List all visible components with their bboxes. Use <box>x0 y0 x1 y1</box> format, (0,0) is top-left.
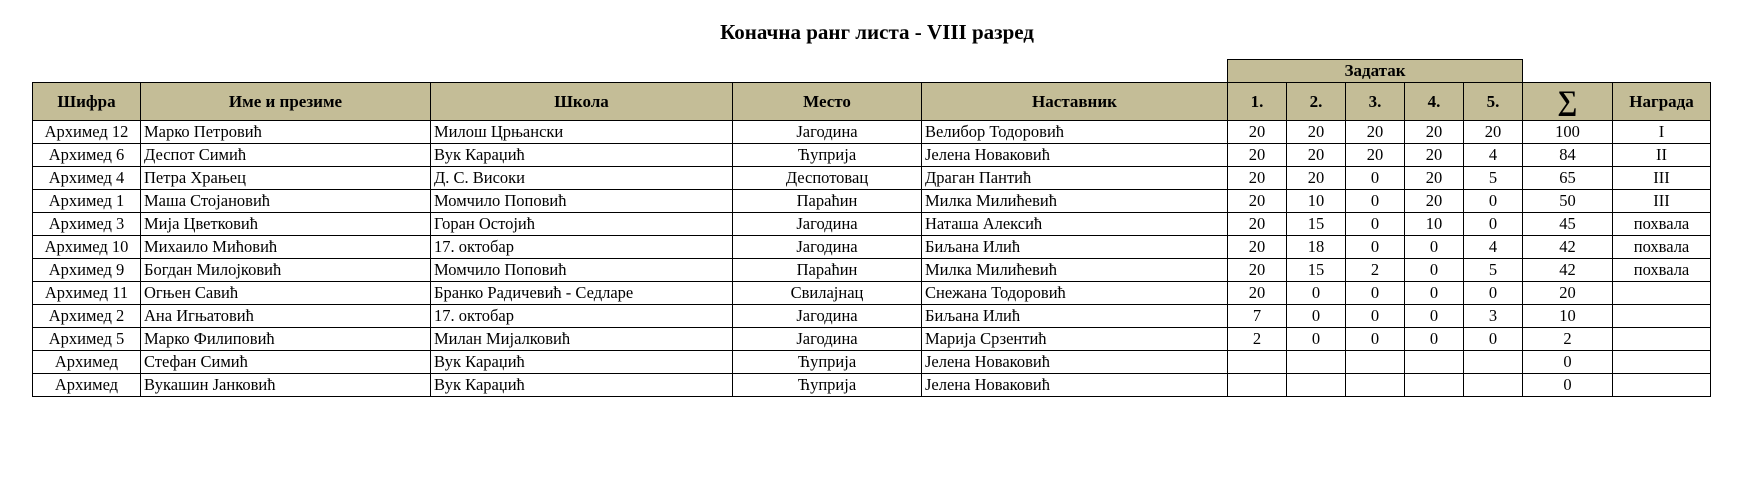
cell-mesto: Ћуприја <box>733 374 922 397</box>
cell-nastavnik: Марија Срзентић <box>922 328 1228 351</box>
task-group-header: Задатак <box>1228 60 1523 83</box>
cell-sifra: Архимед 12 <box>33 121 141 144</box>
cell-task-1: 7 <box>1228 305 1287 328</box>
cell-nagrada <box>1613 328 1711 351</box>
cell-sum: 42 <box>1523 236 1613 259</box>
cell-task-1: 20 <box>1228 213 1287 236</box>
cell-ime: Михаило Мићовић <box>141 236 431 259</box>
cell-nagrada: похвала <box>1613 236 1711 259</box>
cell-task-2: 20 <box>1287 121 1346 144</box>
header-skola: Школа <box>431 83 733 121</box>
cell-ime: Деспот Симић <box>141 144 431 167</box>
table-row <box>33 144 1711 167</box>
cell-task-4: 0 <box>1405 259 1464 282</box>
table-row <box>33 328 1711 351</box>
cell-task-2: 0 <box>1287 282 1346 305</box>
cell-nagrada: похвала <box>1613 213 1711 236</box>
cell-skola: Момчило Поповић <box>431 190 733 213</box>
cell-nastavnik: Драган Пантић <box>922 167 1228 190</box>
cell-sifra: Архимед 2 <box>33 305 141 328</box>
cell-sifra: Архимед <box>33 351 141 374</box>
table-body <box>33 121 1711 397</box>
cell-task-2: 0 <box>1287 305 1346 328</box>
cell-task-5: 0 <box>1464 213 1523 236</box>
cell-skola: Бранко Радичевић - Седларе <box>431 282 733 305</box>
cell-task-4 <box>1405 351 1464 374</box>
header-task-3: 3. <box>1346 83 1405 121</box>
cell-task-1: 20 <box>1228 259 1287 282</box>
cell-ime: Огњен Савић <box>141 282 431 305</box>
header-task-5: 5. <box>1464 83 1523 121</box>
cell-task-4: 0 <box>1405 236 1464 259</box>
cell-nagrada: I <box>1613 121 1711 144</box>
cell-sifra: Архимед 11 <box>33 282 141 305</box>
cell-sum: 100 <box>1523 121 1613 144</box>
cell-task-3 <box>1346 374 1405 397</box>
cell-ime: Стефан Симић <box>141 351 431 374</box>
header-nagrada: Награда <box>1613 83 1711 121</box>
cell-sum: 0 <box>1523 351 1613 374</box>
cell-task-5: 4 <box>1464 144 1523 167</box>
cell-task-2: 20 <box>1287 144 1346 167</box>
cell-nagrada <box>1613 351 1711 374</box>
cell-task-1: 2 <box>1228 328 1287 351</box>
cell-nagrada <box>1613 282 1711 305</box>
cell-task-4: 20 <box>1405 167 1464 190</box>
cell-task-1: 20 <box>1228 144 1287 167</box>
cell-skola: Вук Караџић <box>431 351 733 374</box>
ranking-table <box>32 59 1711 397</box>
cell-task-2: 0 <box>1287 328 1346 351</box>
cell-task-5: 0 <box>1464 282 1523 305</box>
cell-task-2: 20 <box>1287 167 1346 190</box>
cell-task-5: 3 <box>1464 305 1523 328</box>
cell-sifra: Архимед 10 <box>33 236 141 259</box>
cell-nastavnik: Јелена Новаковић <box>922 144 1228 167</box>
cell-task-5: 5 <box>1464 167 1523 190</box>
cell-nagrada <box>1613 374 1711 397</box>
cell-nastavnik: Снежана Тодоровић <box>922 282 1228 305</box>
cell-task-2: 18 <box>1287 236 1346 259</box>
cell-task-4: 10 <box>1405 213 1464 236</box>
header-sifra: Шифра <box>33 83 141 121</box>
cell-task-3: 0 <box>1346 236 1405 259</box>
cell-task-3: 0 <box>1346 305 1405 328</box>
cell-task-3: 2 <box>1346 259 1405 282</box>
cell-mesto: Параћин <box>733 190 922 213</box>
cell-task-3: 20 <box>1346 121 1405 144</box>
cell-ime: Петра Храњец <box>141 167 431 190</box>
cell-nastavnik: Велибор Тодоровић <box>922 121 1228 144</box>
header-task-4: 4. <box>1405 83 1464 121</box>
cell-ime: Мија Цветковић <box>141 213 431 236</box>
cell-sifra: Архимед 3 <box>33 213 141 236</box>
cell-skola: Милош Црњански <box>431 121 733 144</box>
page-title: Коначна ранг листа - VIII разред <box>720 20 1034 44</box>
cell-nagrada: III <box>1613 190 1711 213</box>
cell-skola: Вук Караџић <box>431 374 733 397</box>
cell-mesto: Ћуприја <box>733 144 922 167</box>
cell-skola: Вук Караџић <box>431 144 733 167</box>
table-row <box>33 282 1711 305</box>
cell-task-3: 0 <box>1346 167 1405 190</box>
cell-task-1: 20 <box>1228 282 1287 305</box>
header-mesto: Место <box>733 83 922 121</box>
cell-task-5: 20 <box>1464 121 1523 144</box>
cell-ime: Марко Филиповић <box>141 328 431 351</box>
cell-mesto: Деспотовац <box>733 167 922 190</box>
cell-ime: Маша Стојановић <box>141 190 431 213</box>
cell-task-1: 20 <box>1228 121 1287 144</box>
cell-task-4: 0 <box>1405 282 1464 305</box>
cell-skola: 17. октобар <box>431 236 733 259</box>
cell-skola: 17. октобар <box>431 305 733 328</box>
cell-mesto: Свилајнац <box>733 282 922 305</box>
cell-nastavnik: Јелена Новаковић <box>922 351 1228 374</box>
cell-task-5: 0 <box>1464 190 1523 213</box>
cell-sifra: Архимед 5 <box>33 328 141 351</box>
cell-task-5: 5 <box>1464 259 1523 282</box>
cell-task-4: 20 <box>1405 190 1464 213</box>
table-row <box>33 236 1711 259</box>
cell-task-5: 4 <box>1464 236 1523 259</box>
cell-task-4: 20 <box>1405 144 1464 167</box>
cell-nastavnik: Милка Милићевић <box>922 190 1228 213</box>
cell-sifra: Архимед 4 <box>33 167 141 190</box>
cell-sifra: Архимед 9 <box>33 259 141 282</box>
cell-nagrada: III <box>1613 167 1711 190</box>
table-row <box>33 305 1711 328</box>
cell-nastavnik: Биљана Илић <box>922 305 1228 328</box>
cell-sum: 84 <box>1523 144 1613 167</box>
cell-sifra: Архимед 6 <box>33 144 141 167</box>
cell-sum: 10 <box>1523 305 1613 328</box>
cell-ime: Ана Игњатовић <box>141 305 431 328</box>
cell-mesto: Јагодина <box>733 328 922 351</box>
header-sum-icon <box>1523 83 1613 121</box>
cell-nagrada: похвала <box>1613 259 1711 282</box>
cell-mesto: Параћин <box>733 259 922 282</box>
cell-task-2: 15 <box>1287 259 1346 282</box>
cell-nastavnik: Јелена Новаковић <box>922 374 1228 397</box>
cell-task-3: 0 <box>1346 213 1405 236</box>
header-task-2: 2. <box>1287 83 1346 121</box>
cell-sum: 65 <box>1523 167 1613 190</box>
cell-mesto: Јагодина <box>733 121 922 144</box>
sum-sign: ∑ <box>1557 85 1578 117</box>
cell-task-4: 0 <box>1405 305 1464 328</box>
cell-nagrada <box>1613 305 1711 328</box>
cell-task-5: 0 <box>1464 328 1523 351</box>
cell-skola: Д. С. Високи <box>431 167 733 190</box>
task-group-header-row <box>33 60 1711 83</box>
cell-task-4: 20 <box>1405 121 1464 144</box>
table-row <box>33 167 1711 190</box>
cell-task-1: 20 <box>1228 190 1287 213</box>
cell-nagrada: II <box>1613 144 1711 167</box>
header-nastavnik: Наставник <box>922 83 1228 121</box>
cell-skola: Милан Мијалковић <box>431 328 733 351</box>
cell-nastavnik: Биљана Илић <box>922 236 1228 259</box>
cell-sum: 42 <box>1523 259 1613 282</box>
cell-task-1 <box>1228 351 1287 374</box>
cell-task-3: 20 <box>1346 144 1405 167</box>
cell-mesto: Ћуприја <box>733 351 922 374</box>
cell-skola: Горан Остојић <box>431 213 733 236</box>
cell-nastavnik: Милка Милићевић <box>922 259 1228 282</box>
header-task-1: 1. <box>1228 83 1287 121</box>
cell-sum: 45 <box>1523 213 1613 236</box>
cell-task-3 <box>1346 351 1405 374</box>
cell-task-2 <box>1287 351 1346 374</box>
cell-task-3: 0 <box>1346 190 1405 213</box>
header-ime: Име и презиме <box>141 83 431 121</box>
table-row <box>33 190 1711 213</box>
table-row <box>33 259 1711 282</box>
cell-ime: Вукашин Јанковић <box>141 374 431 397</box>
cell-task-1 <box>1228 374 1287 397</box>
cell-sum: 2 <box>1523 328 1613 351</box>
cell-mesto: Јагодина <box>733 213 922 236</box>
cell-sum: 20 <box>1523 282 1613 305</box>
table-row <box>33 374 1711 397</box>
cell-task-4 <box>1405 374 1464 397</box>
cell-task-2: 10 <box>1287 190 1346 213</box>
column-header-row <box>33 83 1711 121</box>
cell-task-1: 20 <box>1228 167 1287 190</box>
cell-task-5 <box>1464 351 1523 374</box>
cell-task-4: 0 <box>1405 328 1464 351</box>
cell-task-5 <box>1464 374 1523 397</box>
cell-skola: Момчило Поповић <box>431 259 733 282</box>
cell-task-3: 0 <box>1346 328 1405 351</box>
cell-mesto: Јагодина <box>733 305 922 328</box>
cell-sifra: Архимед <box>33 374 141 397</box>
cell-ime: Марко Петровић <box>141 121 431 144</box>
table-row <box>33 121 1711 144</box>
cell-nastavnik: Наташа Алексић <box>922 213 1228 236</box>
cell-task-2 <box>1287 374 1346 397</box>
cell-sum: 0 <box>1523 374 1613 397</box>
cell-task-3: 0 <box>1346 282 1405 305</box>
cell-task-1: 20 <box>1228 236 1287 259</box>
table-row <box>33 351 1711 374</box>
table-row <box>33 213 1711 236</box>
cell-ime: Богдан Милојковић <box>141 259 431 282</box>
cell-sum: 50 <box>1523 190 1613 213</box>
cell-task-2: 15 <box>1287 213 1346 236</box>
cell-mesto: Јагодина <box>733 236 922 259</box>
cell-sifra: Архимед 1 <box>33 190 141 213</box>
